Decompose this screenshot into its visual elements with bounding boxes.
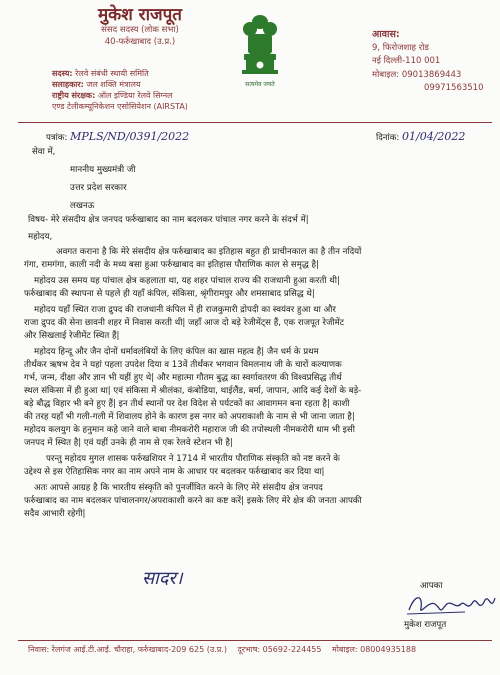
mobile-line: मोबाइल: 09013869443 [372,69,462,80]
signer-name: मुकेश राजपूत [404,620,447,630]
recipient-line: लखनऊ [70,201,95,211]
letterhead-left [40,2,240,48]
reference-row [24,130,492,145]
recipient-block [24,146,492,213]
role-line: सलाहकार: जल शक्ति मंत्रालय [52,80,141,89]
mp-constituency: 40-फर्रुखाबाद (उ.प्र.) [104,37,176,47]
footer-phone: दूरभाष: 05692-224455 [237,645,322,654]
national-emblem-icon [238,12,282,80]
paragraph: अवगत कराना है कि मेरे संसदीय क्षेत्र फर्रुखाबाद का इतिहास बहुत ही प्राचीनकाल का है तीन नदियों गंगा, रामगंगा, काली नदी के मध्य बसा हुआ फर्रुखाबाद का इतिहास पौराणिक काल से समृद्ध है| [24,247,362,270]
role-line: राष्ट्रीय संरक्षक: ऑल इण्डिया रेलवे सिग्नल [52,91,173,100]
signer-block [404,619,500,632]
residence-label: आवास: [372,29,400,40]
ref-label: पत्रांक: [46,133,68,143]
ref-number: MPLS/ND/0391/2022 [70,130,190,143]
footer [18,644,492,655]
footer-divider [18,640,492,641]
recipient-line: माननीय मुख्यमंत्री जी [70,165,136,175]
handwritten-note: सादर। [142,568,183,589]
address-line: 9, फिरोजशाह रोड [372,42,429,53]
emblem-caption: सत्यमेव जयते [245,81,275,88]
role-line: सदस्य: रेलवे संबंधी स्थायी समिति [52,69,149,78]
subject-line: विषय- मेरे संसदीय क्षेत्र जनपद फर्रुखाबाद का नाम बदलकर पांचाल नगर करने के संदर्भ में| महोदय, [24,214,492,244]
mp-designation: संसद सदस्य (लोक सभा) [101,25,179,35]
paragraph: अतः आपसे आग्रह है कि भारतीय संस्कृति को पुनर्जीवित करने के लिए मेरे संसदीय क्षेत्र जनपद फर्रुखाबाद का नाम बदलकर पांचालनगर/अपराकाशी करने का कष्ट करें| इसके लिए मेरे क्षेत्र की जनता आपकी सदैव आभारी रहेगी| [24,483,362,519]
signature-icon [405,590,497,620]
address-line: नई दिल्ली-110 001 [372,56,441,66]
date-label: दिनांक: [376,133,400,143]
paragraph: महोदय यहाँ स्थित राजा द्रुपद की राजधानी कंपिल में ही राजकुमारी द्रोपदी का स्वयंवर हुआ था और राजा द्रुपद की सेना छावनी शहर में निवास करती थी| जहाँ आज दो बड़े रेजीमेंट्स हैं, एक राजपूत रेजीमेंट और सिखलाई रेजीमेंट स्थित हैं| [24,305,345,341]
greeting: महोदय, [28,232,53,242]
mp-name: मुकेश राजपूत [97,5,183,25]
role-line: एण्ड टेलीकम्यूनिकेशन एसोसियेशन (AIRSTA) [52,102,188,111]
closing: आपका [420,581,443,591]
paragraph: महोदय हिन्दू और जैन दोनों धर्मावलंबियों के लिए कंपिल का खास महत्व है| जैन धर्म के प्रथम तीर्थंकर ऋषभ देव ने यहां पहला उपदेश दिया व 13वें तीर्थंकर भगवान विमलनाथ जी के चारों कल्याणक गर्भ, जन्म, दीक्षा और ज्ञान भी यहीं हुए थे| और महात्मा गौतम बुद्ध का स्वर्गावतरण की विश्वप्रसिद्ध तीर्थ स्थल संकिसा में ही हुआ था| एवं संकिसा में श्रीलंका, कंबोडिया, थाईलैंड, बर्मा, जापान, आदि कई देशों के बड़े- बड़े बौद्ध विहार भी बने हुए हैं| इन तीर्थ स्थानों पर देश विदेश से पर्यटकों का आवागमन बना रहता है| काशी की तरह यहाँ भी गली-गली में शिवालय होने के कारण इस नगर को अपराकाशी के नाम से भी जाना जाता है| महोदय कलयुग के हनुमान कहे जाने वाले बाबा नीमकरोरी महाराज जी की तपोस्थली नीमकरोरी धाम भी इसी जनपद में स्थित है| एवं यहीं उनके ही नाम से एक रेलवे स्टेशन भी है| [24,347,362,448]
paragraph: महोदय उस समय यह पांचाल क्षेत्र कहलाता था, यह शहर पांचाल राज्य की राजधानी हुआ करती थी| फर्रुखाबाद की स्थापना से पहले ही यहाँ कंपिल, संकिसा, श्रृंगीरामपुर और शमसाबाद प्रसिद्ध थे| [24,276,340,299]
footer-address: निवास: रेलगंज आई.टी.आई. चौराहा, फर्रुखाबाद-209 625 (उ.प्र.) [28,645,227,654]
letterhead-right [372,28,497,96]
letter-body [24,246,492,521]
date-value: 01/04/2022 [402,130,466,143]
header-divider [18,122,492,123]
recipient-line: उत्तर प्रदेश सरकार [70,183,127,193]
salutation-to: सेवा में, [32,147,56,157]
date-block [376,130,465,145]
footer-mobile: मोबाइल: 08004935188 [332,645,417,654]
paragraph: परन्तु महोदय मुगल शासक फर्रुखशियर ने 1714 में भारतीय पौराणिक संस्कृति को नष्ट करने के उद्देश्य से इस ऐतिहासिक नगर का नाम अपने नाम के आधार पर बदलकर फर्रुखाबाद कर दिया था| [24,454,340,477]
mobile-line: 09971563510 [424,83,484,93]
